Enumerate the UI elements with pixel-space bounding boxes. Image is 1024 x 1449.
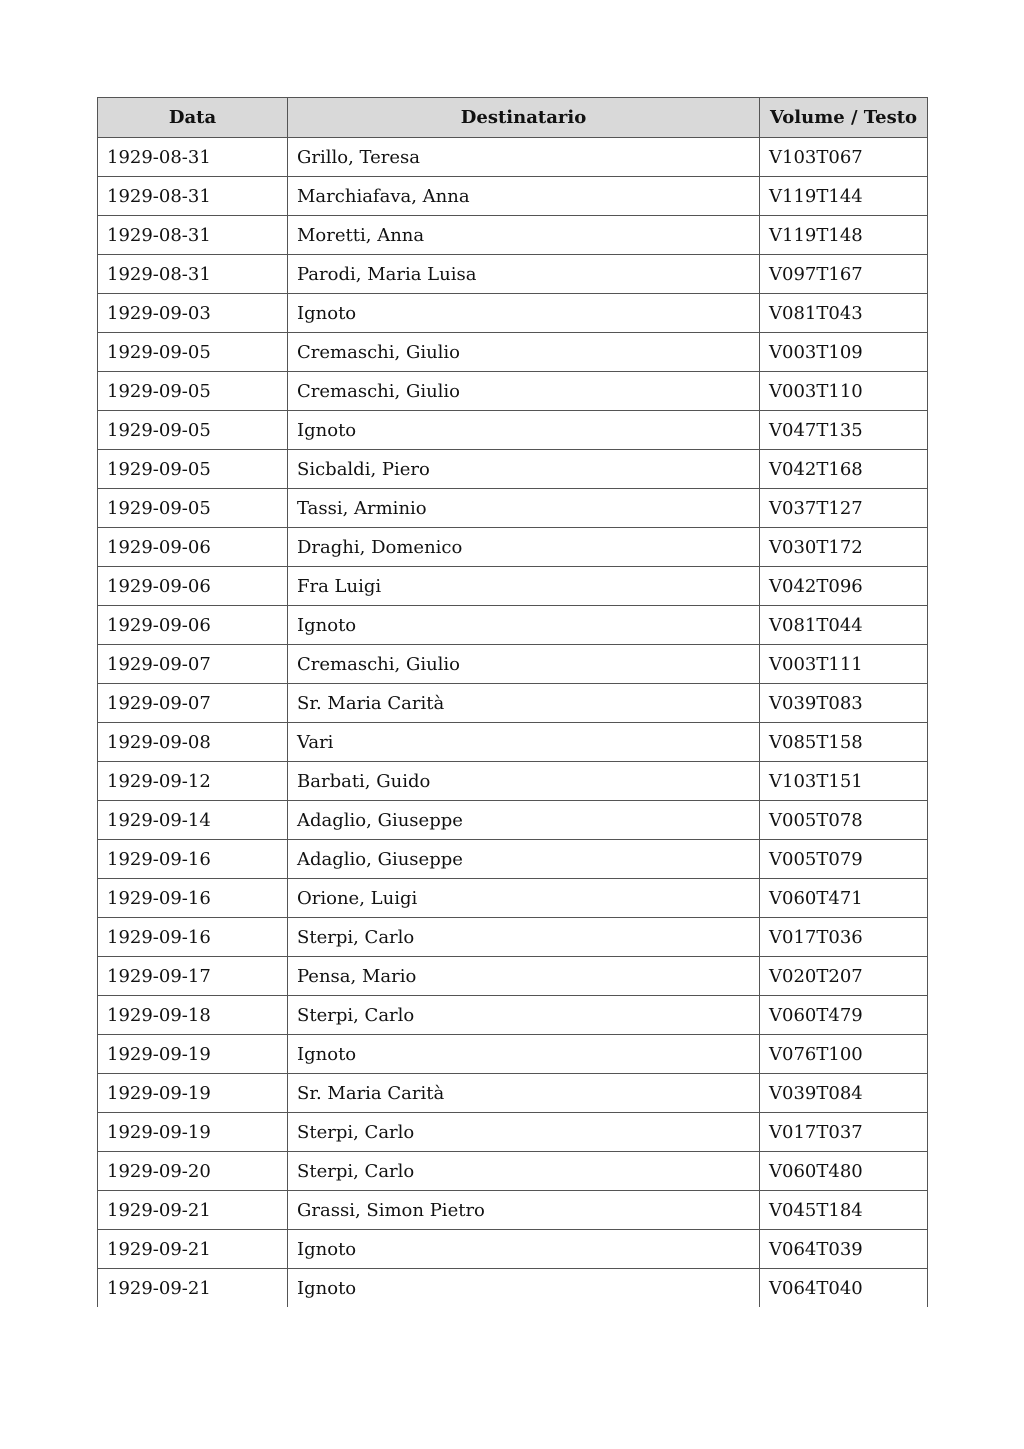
table-row [98, 645, 928, 684]
table-header-row [98, 98, 928, 138]
cell-volume-text: V039T083 [760, 684, 928, 723]
cell-date: 1929-09-16 [98, 840, 288, 879]
table-row [98, 450, 928, 489]
cell-volume-text: V064T040 [760, 1269, 928, 1308]
table-row [98, 294, 928, 333]
cell-date: 1929-09-05 [98, 489, 288, 528]
table-row [98, 567, 928, 606]
cell-volume-text: V103T151 [760, 762, 928, 801]
cell-volume-text: V085T158 [760, 723, 928, 762]
cell-volume-text: V064T039 [760, 1230, 928, 1269]
cell-recipient: Draghi, Domenico [288, 528, 760, 567]
cell-volume-text: V097T167 [760, 255, 928, 294]
cell-date: 1929-08-31 [98, 138, 288, 177]
cell-recipient: Ignoto [288, 294, 760, 333]
cell-recipient: Ignoto [288, 1269, 760, 1308]
cell-volume-text: V030T172 [760, 528, 928, 567]
cell-date: 1929-09-05 [98, 411, 288, 450]
cell-volume-text: V119T144 [760, 177, 928, 216]
cell-date: 1929-09-21 [98, 1230, 288, 1269]
cell-date: 1929-09-19 [98, 1113, 288, 1152]
cell-recipient: Barbati, Guido [288, 762, 760, 801]
cell-recipient: Sterpi, Carlo [288, 1113, 760, 1152]
cell-volume-text: V042T096 [760, 567, 928, 606]
cell-recipient: Moretti, Anna [288, 216, 760, 255]
cell-date: 1929-08-31 [98, 177, 288, 216]
cell-recipient: Cremaschi, Giulio [288, 645, 760, 684]
cell-recipient: Sterpi, Carlo [288, 1152, 760, 1191]
cell-recipient: Sterpi, Carlo [288, 918, 760, 957]
letters-table-container [97, 97, 927, 1307]
cell-date: 1929-09-20 [98, 1152, 288, 1191]
cell-volume-text: V005T079 [760, 840, 928, 879]
cell-recipient: Fra Luigi [288, 567, 760, 606]
cell-recipient: Ignoto [288, 1035, 760, 1074]
cell-date: 1929-09-03 [98, 294, 288, 333]
table-row [98, 216, 928, 255]
table-row [98, 957, 928, 996]
cell-date: 1929-09-17 [98, 957, 288, 996]
cell-recipient: Adaglio, Giuseppe [288, 840, 760, 879]
table-row [98, 1230, 928, 1269]
cell-volume-text: V076T100 [760, 1035, 928, 1074]
cell-volume-text: V017T037 [760, 1113, 928, 1152]
cell-recipient: Grillo, Teresa [288, 138, 760, 177]
cell-date: 1929-09-08 [98, 723, 288, 762]
table-row [98, 1074, 928, 1113]
cell-date: 1929-09-21 [98, 1191, 288, 1230]
cell-volume-text: V020T207 [760, 957, 928, 996]
table-row [98, 1191, 928, 1230]
cell-date: 1929-09-18 [98, 996, 288, 1035]
table-row [98, 918, 928, 957]
cell-date: 1929-09-06 [98, 606, 288, 645]
cell-recipient: Cremaschi, Giulio [288, 372, 760, 411]
cell-volume-text: V060T480 [760, 1152, 928, 1191]
cell-date: 1929-09-19 [98, 1074, 288, 1113]
cell-volume-text: V119T148 [760, 216, 928, 255]
cell-volume-text: V017T036 [760, 918, 928, 957]
cell-date: 1929-08-31 [98, 255, 288, 294]
cell-volume-text: V005T078 [760, 801, 928, 840]
table-row [98, 255, 928, 294]
table-row [98, 684, 928, 723]
table-row [98, 996, 928, 1035]
cell-volume-text: V042T168 [760, 450, 928, 489]
cell-recipient: Ignoto [288, 606, 760, 645]
cell-recipient: Ignoto [288, 411, 760, 450]
cell-volume-text: V060T479 [760, 996, 928, 1035]
cell-date: 1929-09-05 [98, 450, 288, 489]
cell-date: 1929-09-21 [98, 1269, 288, 1308]
table-row [98, 528, 928, 567]
cell-date: 1929-09-05 [98, 372, 288, 411]
cell-recipient: Vari [288, 723, 760, 762]
cell-volume-text: V060T471 [760, 879, 928, 918]
table-row [98, 840, 928, 879]
cell-date: 1929-09-06 [98, 567, 288, 606]
cell-recipient: Sicbaldi, Piero [288, 450, 760, 489]
table-row [98, 333, 928, 372]
cell-volume-text: V047T135 [760, 411, 928, 450]
letters-table [97, 97, 928, 1307]
cell-recipient: Sr. Maria Carità [288, 1074, 760, 1113]
cell-volume-text: V045T184 [760, 1191, 928, 1230]
header-volume-testo: Volume / Testo [760, 98, 928, 138]
table-row [98, 723, 928, 762]
cell-date: 1929-09-16 [98, 918, 288, 957]
cell-date: 1929-09-19 [98, 1035, 288, 1074]
cell-volume-text: V037T127 [760, 489, 928, 528]
cell-recipient: Sterpi, Carlo [288, 996, 760, 1035]
cell-volume-text: V039T084 [760, 1074, 928, 1113]
cell-date: 1929-09-05 [98, 333, 288, 372]
cell-recipient: Cremaschi, Giulio [288, 333, 760, 372]
table-row [98, 411, 928, 450]
cell-date: 1929-09-07 [98, 684, 288, 723]
table-row [98, 1269, 928, 1308]
cell-recipient: Parodi, Maria Luisa [288, 255, 760, 294]
table-row [98, 762, 928, 801]
table-row [98, 606, 928, 645]
cell-date: 1929-09-06 [98, 528, 288, 567]
table-row [98, 489, 928, 528]
cell-date: 1929-08-31 [98, 216, 288, 255]
table-row [98, 1035, 928, 1074]
cell-recipient: Adaglio, Giuseppe [288, 801, 760, 840]
cell-volume-text: V103T067 [760, 138, 928, 177]
cell-recipient: Tassi, Arminio [288, 489, 760, 528]
table-row [98, 1113, 928, 1152]
table-row [98, 138, 928, 177]
cell-recipient: Sr. Maria Carità [288, 684, 760, 723]
header-destinatario: Destinatario [288, 98, 760, 138]
cell-date: 1929-09-16 [98, 879, 288, 918]
cell-date: 1929-09-07 [98, 645, 288, 684]
cell-recipient: Ignoto [288, 1230, 760, 1269]
cell-recipient: Marchiafava, Anna [288, 177, 760, 216]
cell-volume-text: V081T043 [760, 294, 928, 333]
cell-date: 1929-09-14 [98, 801, 288, 840]
cell-volume-text: V003T109 [760, 333, 928, 372]
table-row [98, 177, 928, 216]
table-row [98, 1152, 928, 1191]
cell-recipient: Orione, Luigi [288, 879, 760, 918]
table-row [98, 879, 928, 918]
cell-volume-text: V003T111 [760, 645, 928, 684]
cell-volume-text: V003T110 [760, 372, 928, 411]
header-data: Data [98, 98, 288, 138]
cell-recipient: Grassi, Simon Pietro [288, 1191, 760, 1230]
cell-recipient: Pensa, Mario [288, 957, 760, 996]
table-row [98, 801, 928, 840]
cell-volume-text: V081T044 [760, 606, 928, 645]
cell-date: 1929-09-12 [98, 762, 288, 801]
table-row [98, 372, 928, 411]
